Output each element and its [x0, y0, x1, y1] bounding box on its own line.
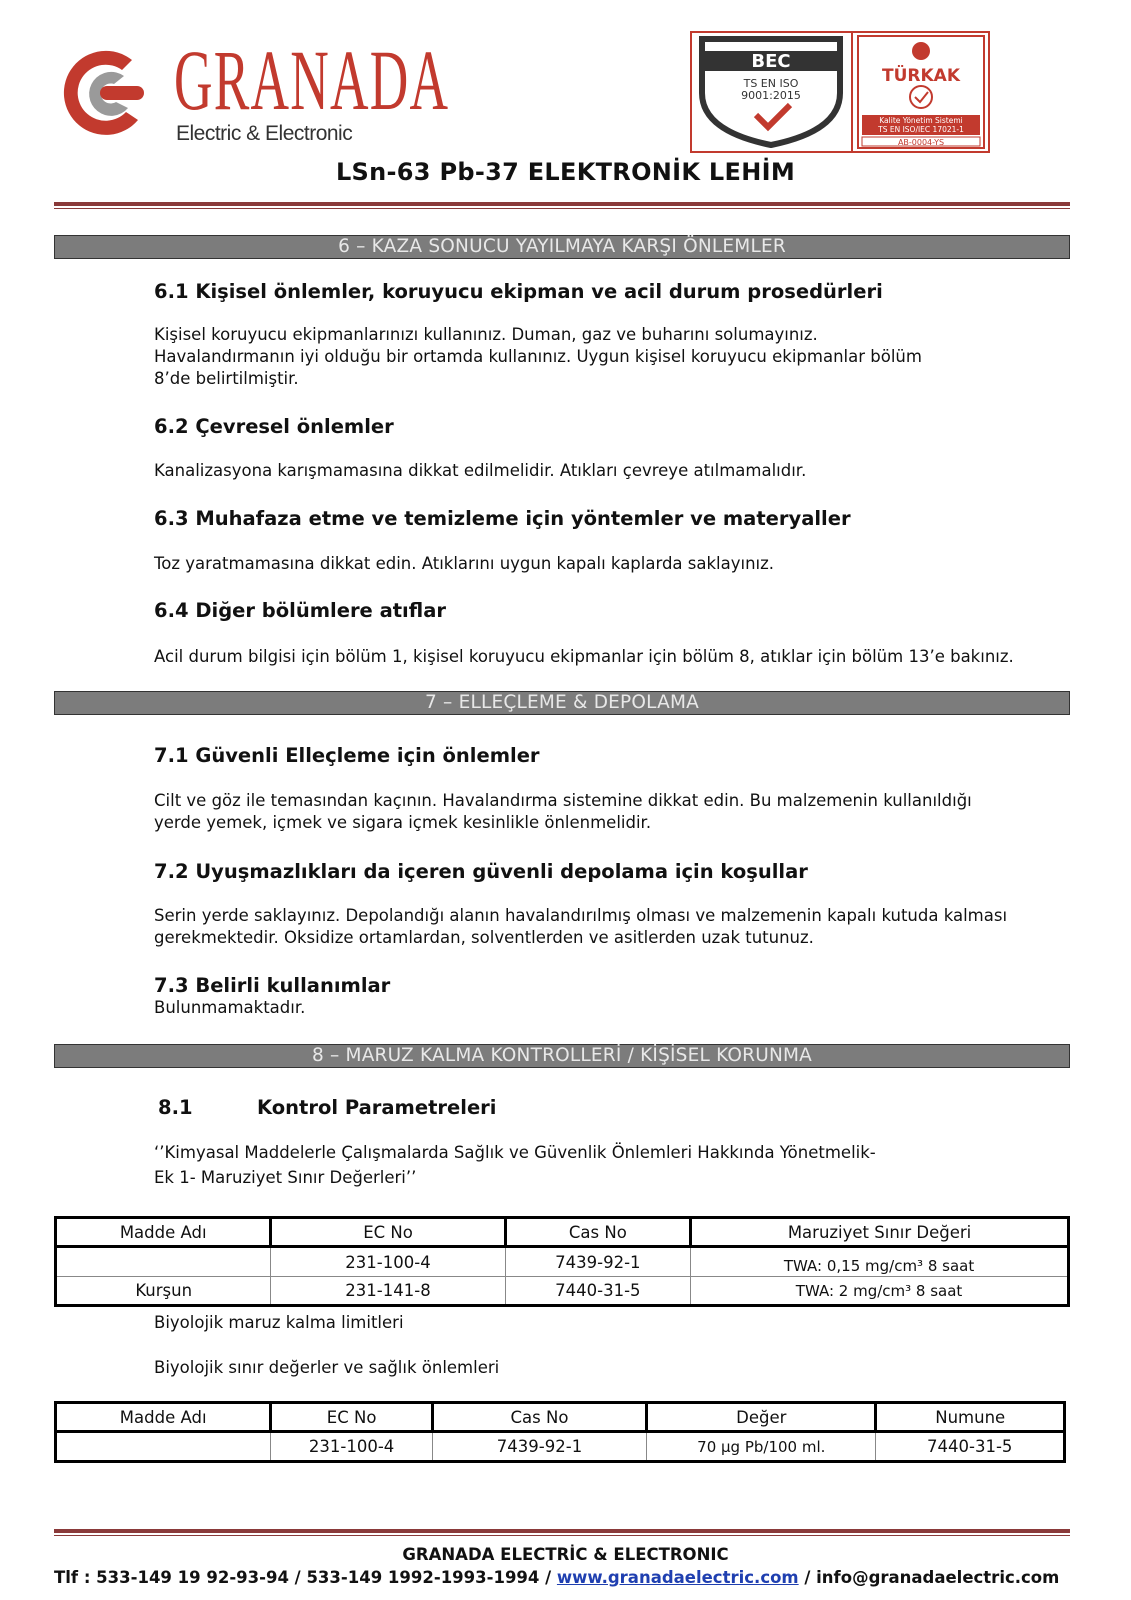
document-title: LSn-63 Pb-37 ELEKTRONİK LEHİM [335, 158, 796, 186]
table-row [56, 1277, 1069, 1306]
heading-6-2: 6.2 Çevresel önlemler [154, 415, 394, 438]
table-cell [56, 1432, 271, 1462]
table-header-cell: EC No [271, 1218, 505, 1247]
table-header-cell: Cas No [432, 1403, 646, 1432]
table-cell: 231-100-4 [271, 1432, 432, 1462]
footer-website-link[interactable]: www.granadaelectric.com [556, 1568, 799, 1587]
section-7-bar: 7 – ELLEÇLEME & DEPOLAMA [54, 691, 1070, 715]
footer-divider [54, 1529, 1070, 1533]
cert-bec-standard: TS EN ISO [743, 77, 799, 90]
para-6-1-line2: Havalandırmanın iyi olduğu bir ortamda kullanınız. Uygun kişisel koruyucu ekipmanlar bölüm [154, 347, 922, 366]
brand-name: GRANADA [174, 32, 450, 128]
footer-divider-thin [54, 1535, 1070, 1536]
table-header-cell: Madde Adı [56, 1403, 271, 1432]
exposure-limits-table [54, 1216, 1070, 1307]
footer-email[interactable]: info@granadaelectric.com [816, 1568, 1060, 1587]
biological-limits-table [54, 1401, 1066, 1463]
para-6-1-line3: 8’de belirtilmiştir. [154, 369, 299, 388]
table-cell: 70 µg Pb/100 ml. [647, 1432, 876, 1462]
table-cell: 7440-31-5 [505, 1277, 690, 1306]
table-cell: TWA: 2 mg/cm³ 8 saat [691, 1277, 1069, 1306]
heading-8-1-number: 8.1 [158, 1096, 193, 1119]
para-6-1-line1: Kişisel koruyucu ekipmanlarınızı kullanınız. Duman, gaz ve buharını solumayınız. [154, 325, 818, 344]
table-cell [56, 1247, 271, 1277]
table-header-cell: Cas No [505, 1218, 690, 1247]
para-7-3: Bulunmamaktadır. [154, 998, 306, 1017]
heading-7-2: 7.2 Uyuşmazlıkları da içeren güvenli depolama için koşullar [154, 860, 808, 883]
para-6-4: Acil durum bilgisi için bölüm 1, kişisel koruyucu ekipmanlar için bölüm 8, atıklar için bölüm 13’e bakınız. [154, 647, 1014, 666]
heading-6-4: 6.4 Diğer bölümlere atıflar [154, 599, 446, 622]
header-divider-thin [54, 208, 1070, 209]
bio-values-label: Biyolojik sınır değerler ve sağlık önlemleri [154, 1358, 500, 1377]
cert-turkak-line2: TS EN ISO/IEC 17021-1 [878, 125, 964, 134]
table-header-cell: Madde Adı [56, 1218, 271, 1247]
certification-badges [690, 31, 990, 153]
para-6-3: Toz yaratmamasına dikkat edin. Atıklarını uygun kapalı kaplarda saklayınız. [154, 554, 775, 573]
para-6-2: Kanalizasyona karışmamasına dikkat edilmelidir. Atıkları çevreye atılmamalıdır. [154, 461, 807, 480]
table-cell: Kurşun [56, 1277, 271, 1306]
bio-limits-label: Biyolojik maruz kalma limitleri [154, 1313, 404, 1332]
para-7-2-line2: gerekmektedir. Oksidize ortamlardan, solventlerden ve asitlerden uzak tutunuz. [154, 928, 814, 947]
cert-turkak-label: TÜRKAK [882, 66, 960, 86]
table-cell: 231-100-4 [271, 1247, 505, 1277]
section-6-bar: 6 – KAZA SONUCU YAYILMAYA KARŞI ÖNLEMLER [54, 235, 1070, 259]
granada-logo-icon [54, 38, 154, 148]
table-row [56, 1432, 1065, 1462]
table-header-row [56, 1218, 1069, 1247]
table-header-cell: EC No [271, 1403, 432, 1432]
cert-turkak-code: AB-0004-YS [897, 138, 945, 147]
footer-phone: Tlf : 533-149 19 92-93-94 / 533-149 1992-1993-1994 / [54, 1568, 557, 1587]
table-cell: 7440-31-5 [876, 1432, 1065, 1462]
table-cell: 7439-92-1 [505, 1247, 690, 1277]
para-7-2-line1: Serin yerde saklayınız. Depolandığı alanın havalandırılmış olması ve malzemenin kapalı kutuda kalması [154, 906, 1008, 925]
table-row [56, 1247, 1069, 1277]
table-header-cell: Maruziyet Sınır Değeri [691, 1218, 1069, 1247]
heading-6-1: 6.1 Kişisel önlemler, koruyucu ekipman ve acil durum prosedürleri [154, 280, 883, 303]
cert-turkak-line1: Kalite Yönetim Sistemi [879, 116, 963, 125]
regulation-quote-line1: ‘’Kimyasal Maddelerle Çalışmalarda Sağlık ve Güvenlik Önlemleri Hakkında Yönetmelik- [154, 1143, 876, 1162]
table-header-cell: Numune [876, 1403, 1065, 1432]
footer-company-name: GRANADA ELECTRİC & ELECTRONIC [402, 1545, 729, 1564]
para-7-1-line1: Cilt ve göz ile temasından kaçının. Havalandırma sistemine dikkat edin. Bu malzemenin kullanıldığı [154, 791, 972, 810]
table-cell: 231-141-8 [271, 1277, 505, 1306]
table-cell: 7439-92-1 [432, 1432, 646, 1462]
header-divider [54, 202, 1070, 206]
heading-8-1-title: Kontrol Parametreleri [257, 1096, 497, 1119]
para-7-1-line2: yerde yemek, içmek ve sigara içmek kesinlikle önlenmelidir. [154, 813, 652, 832]
heading-7-1: 7.1 Güvenli Elleçleme için önlemler [154, 744, 540, 767]
table-cell: TWA: 0,15 mg/cm³ 8 saat [691, 1247, 1069, 1277]
brand-tagline: Electric & Electronic [176, 122, 353, 145]
section-8-bar: 8 – MARUZ KALMA KONTROLLERİ / KİŞİSEL KORUNMA [54, 1044, 1070, 1068]
footer-contact-line [54, 1568, 1059, 1587]
cert-bec-label: BEC [751, 51, 791, 72]
cert-bec-year: 9001:2015 [741, 89, 801, 102]
footer-separator: / [798, 1568, 817, 1587]
table-header-row [56, 1403, 1065, 1432]
heading-7-3: 7.3 Belirli kullanımlar [154, 974, 391, 997]
table-header-cell: Değer [647, 1403, 876, 1432]
regulation-quote-line2: Ek 1- Maruziyet Sınır Değerleri’’ [154, 1168, 417, 1187]
heading-6-3: 6.3 Muhafaza etme ve temizleme için yöntemler ve materyaller [154, 507, 851, 530]
